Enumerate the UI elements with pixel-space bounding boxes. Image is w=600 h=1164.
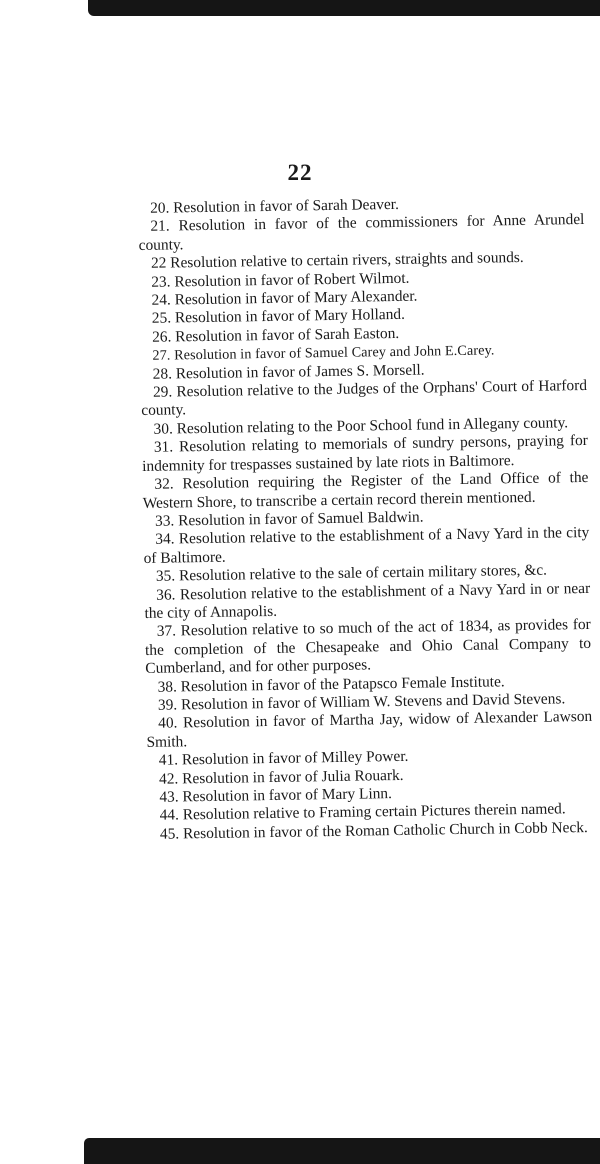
resolution-entry: 30. Resolution relating to the Poor School fund in Allegany county.	[153, 414, 569, 438]
resolution-entry: 37. Resolution relative to so much of the act of 1834, as provides for the completion of the Chesapeake and Ohio Canal Company to Cumberland, and for other purposes.	[144, 616, 592, 678]
resolution-entry: 35. Resolution relative to the sale of certain military stores, &c.	[155, 561, 548, 585]
resolution-entry: 41. Resolution in favor of Milley Power.	[158, 748, 409, 769]
page-number: 22	[287, 160, 313, 185]
resolution-entry: 24. Resolution in favor of Mary Alexander.	[151, 287, 418, 309]
resolution-entry: 38. Resolution in favor of the Patapsco Female Institute.	[157, 672, 505, 696]
resolution-list	[138, 193, 594, 844]
resolution-entry: 42. Resolution in favor of Julia Rouark.	[158, 766, 404, 788]
resolution-entry: 43. Resolution in favor of Mary Linn.	[159, 785, 393, 806]
resolution-entry: 20. Resolution in favor of Sarah Deaver.	[149, 195, 400, 217]
resolution-entry: 33. Resolution in favor of Samuel Baldwin.	[154, 508, 424, 530]
scan-edge-top	[88, 0, 600, 16]
resolution-entry: 25. Resolution in favor of Mary Holland.	[151, 306, 406, 328]
resolution-entry: 40. Resolution in favor of Martha Jay, widow of Alexander Lawson Smith.	[146, 708, 593, 751]
resolution-entry: 23. Resolution in favor of Robert Wilmot.	[151, 269, 410, 291]
resolution-entry: 27. Resolution in favor of Samuel Carey and John E.Carey.	[152, 342, 495, 365]
resolution-entry: 28. Resolution in favor of James S. Morsell.	[152, 361, 425, 383]
resolution-entry: 22 Resolution relative to certain rivers, straights and sounds.	[150, 249, 524, 273]
resolution-entry: 45. Resolution in favor of the Roman Catholic Church in Cobb Neck.	[159, 818, 588, 843]
resolution-entry: 29. Resolution relative to the Judges of the Orphans' Court of Harford county.	[141, 377, 588, 420]
resolution-entry: 32. Resolution requiring the Register of the Land Office of the Western Shore, to transcribe a certain record therein mentioned.	[142, 469, 589, 512]
resolution-entry: 44. Resolution relative to Framing certain Pictures therein named.	[159, 800, 566, 825]
resolution-entry: 26. Resolution in favor of Sarah Easton.	[152, 324, 400, 346]
scan-edge-bottom	[84, 1138, 600, 1164]
resolution-entry: 34. Resolution relative to the establishment of a Navy Yard in the city of Baltimore.	[143, 524, 590, 567]
resolution-entry: 36. Resolution relative to the establishment of a Navy Yard in or near the city of Annapolis.	[144, 579, 591, 622]
resolution-entry: 21. Resolution in favor of the commissioners for Anne Arundel county.	[138, 211, 585, 254]
resolution-entry: 31. Resolution relating to memorials of sundry persons, praying for indemnity for trespasses sustained by late riots in Baltimore.	[142, 432, 588, 475]
resolution-entry: 39. Resolution in favor of William W. Stevens and David Stevens.	[157, 690, 566, 714]
